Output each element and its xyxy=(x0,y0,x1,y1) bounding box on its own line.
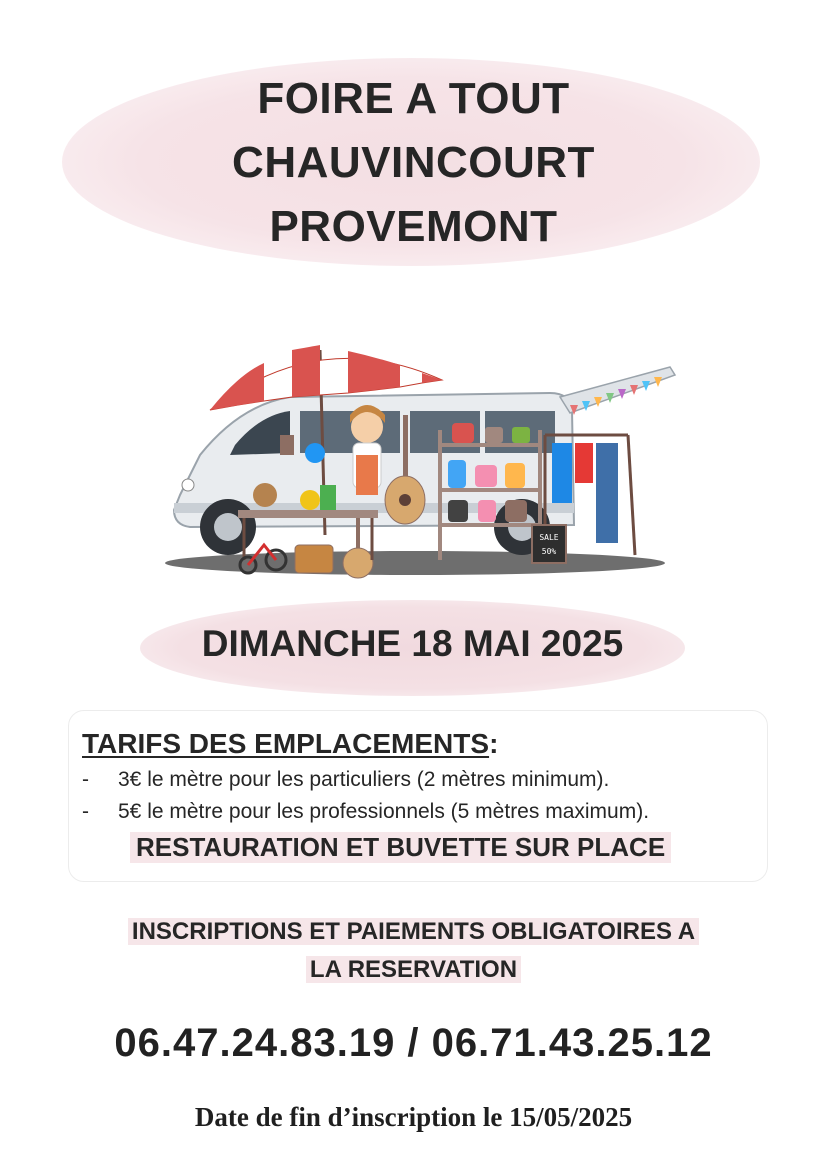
tariffs-heading xyxy=(82,728,498,760)
sale-sign-text-1: SALE xyxy=(539,533,559,542)
registration-line-2 xyxy=(0,956,827,984)
registration-deadline: Date de fin d’inscription le 15/05/2025 xyxy=(194,1102,633,1132)
list-dash: - xyxy=(82,800,89,823)
tariff-text-professionnels: 5€ le mètre pour les professionnels (5 mètres maximum). xyxy=(118,800,650,823)
tariffs-heading-text: TARIFS DES EMPLACEMENTS xyxy=(82,728,490,759)
title-line-1: FOIRE A TOUT xyxy=(257,74,570,123)
event-date: DIMANCHE 18 MAI 2025 xyxy=(201,623,624,664)
sale-sign xyxy=(532,525,566,563)
registration-line-1-text: INSCRIPTIONS ET PAIEMENTS OBLIGATOIRES A xyxy=(128,918,699,945)
registration-line-2-text: LA RESERVATION xyxy=(306,956,521,983)
restaurant-notice: RESTAURATION ET BUVETTE SUR PLACE xyxy=(130,832,671,863)
suitcase-icon xyxy=(295,545,333,573)
van-flea-market-illustration xyxy=(160,335,680,585)
seller-character xyxy=(350,405,385,495)
sale-sign-text-2: 50% xyxy=(541,547,557,556)
phone-numbers: 06.47.24.83.19 / 06.71.43.25.12 xyxy=(114,1021,713,1065)
tariff-row-professionnels xyxy=(82,800,649,824)
title-line-3: PROVEMONT xyxy=(269,202,558,251)
registration-line-1 xyxy=(0,918,827,946)
list-dash: - xyxy=(82,768,89,791)
tariff-row-particuliers xyxy=(82,768,609,792)
title-line-2: CHAUVINCOURT xyxy=(232,138,595,187)
tariff-text-particuliers: 3€ le mètre pour les particuliers (2 mètres minimum). xyxy=(118,768,610,791)
tariffs-heading-colon: : xyxy=(489,728,499,759)
